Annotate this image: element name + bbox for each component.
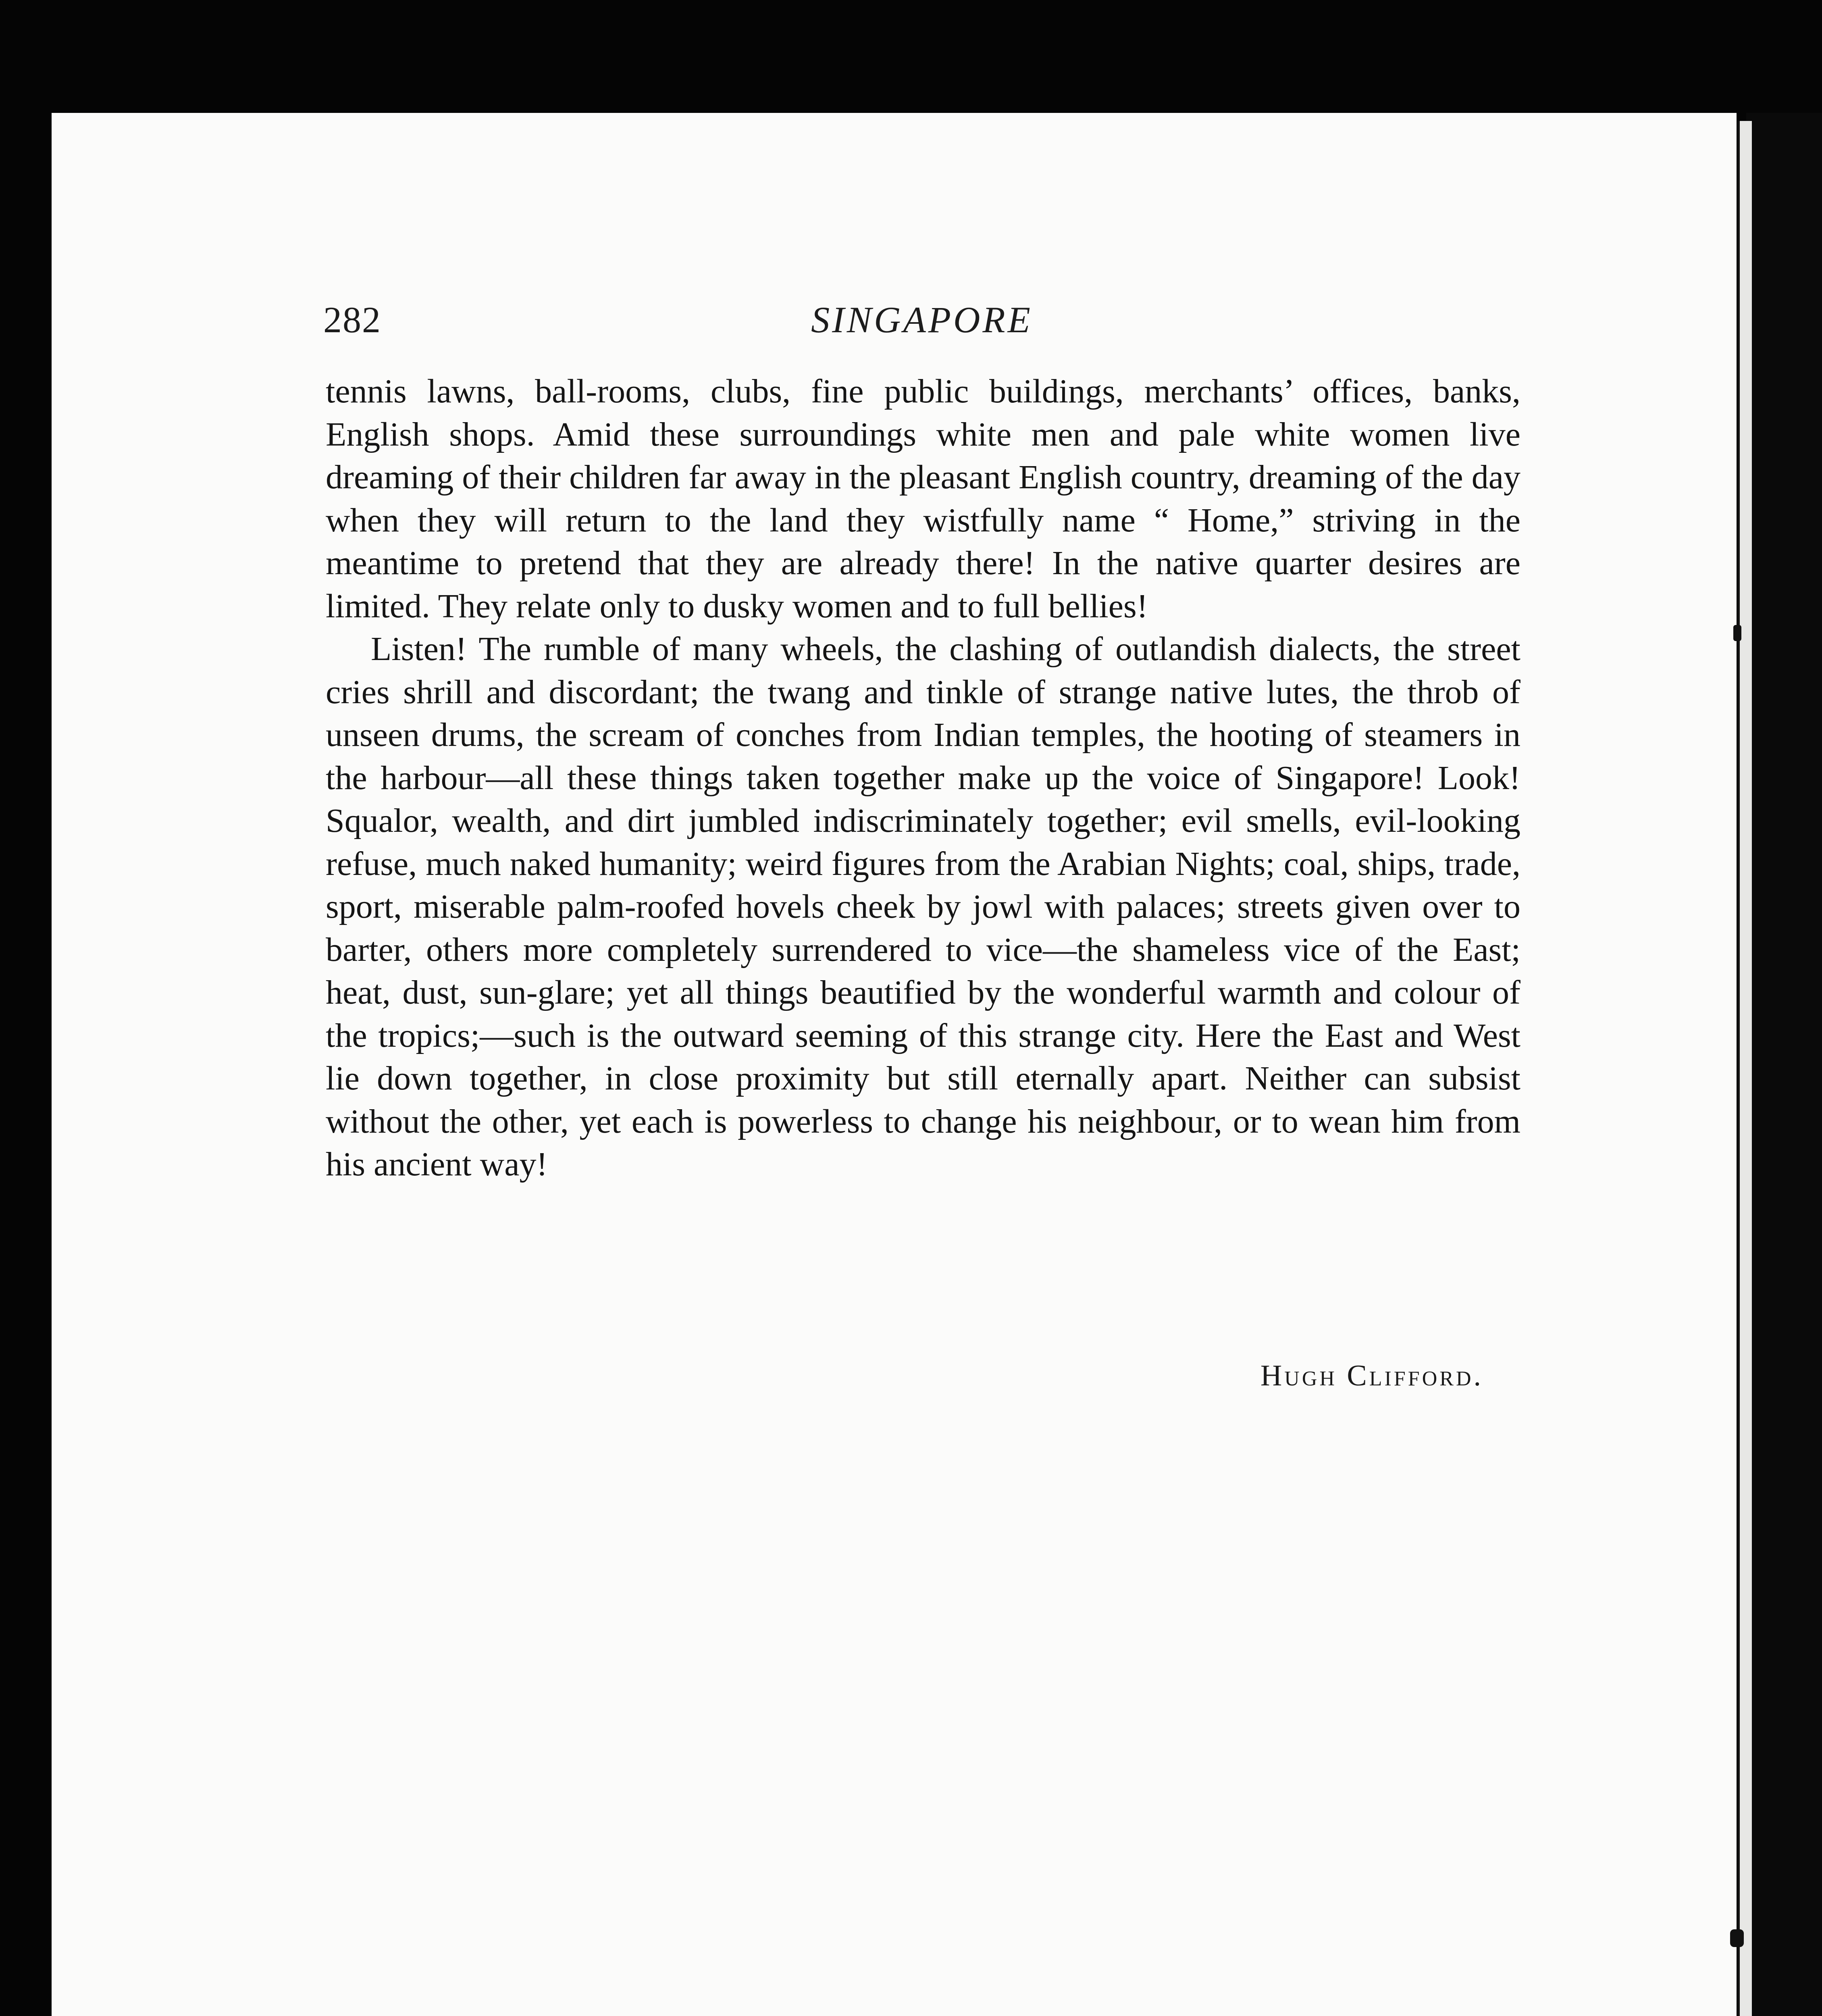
book-page-gutter-edge bbox=[1737, 121, 1752, 2016]
body-text bbox=[326, 370, 1520, 1186]
running-title: SINGAPORE bbox=[811, 299, 1033, 340]
adjacent-page-dark-edge bbox=[1746, 113, 1822, 2016]
paragraph: Listen! The rumble of many wheels, the clashing of outlandish dialects, the street cries shrill and discordant; the twang and tinkle of strange native lutes, the throb of unseen drums, the scream of conches from Indian temples, the hooting of steamers in the harbour—all these things taken together make up the voice of Singapore! Look! Squalor, wealth, and dirt jumbled indiscriminately together; evil smells, evil-looking refuse, much naked humanity; weird figures from the Arabian Nights; coal, ships, trade, sport, miserable palm-roofed hovels cheek by jowl with palaces; streets given over to barter, others more completely surrendered to vice—the shameless vice of the East; heat, dust, sun-glare; yet all things beautified by the wonderful warmth and colour of the tropics;—such is the outward seeming of this strange city. Here the East and West lie down together, in close proximity but still eternally apart. Neither can subsist without the other, yet each is powerless to change his neighbour, or to wean him from his ancient way! bbox=[326, 630, 1520, 1183]
running-head bbox=[323, 298, 1520, 347]
binding-mark bbox=[1733, 625, 1741, 641]
binding-mark bbox=[1730, 1929, 1744, 1947]
author-signature: Hugh Clifford. bbox=[1260, 1359, 1483, 1392]
page-number: 282 bbox=[323, 299, 381, 340]
paragraph: tennis lawns, ball-rooms, clubs, fine public buildings, merchants’ offices, banks, English shops. Amid these surroundings white men and pale white women live dreaming of their children far away in the pleasant English country, dreaming of the day when they will return to the land they wistfully name “ Home,” striving in the meantime to pretend that they are already there! In the native quarter desires are limited. They relate only to dusky women and to full bellies! bbox=[326, 373, 1520, 625]
